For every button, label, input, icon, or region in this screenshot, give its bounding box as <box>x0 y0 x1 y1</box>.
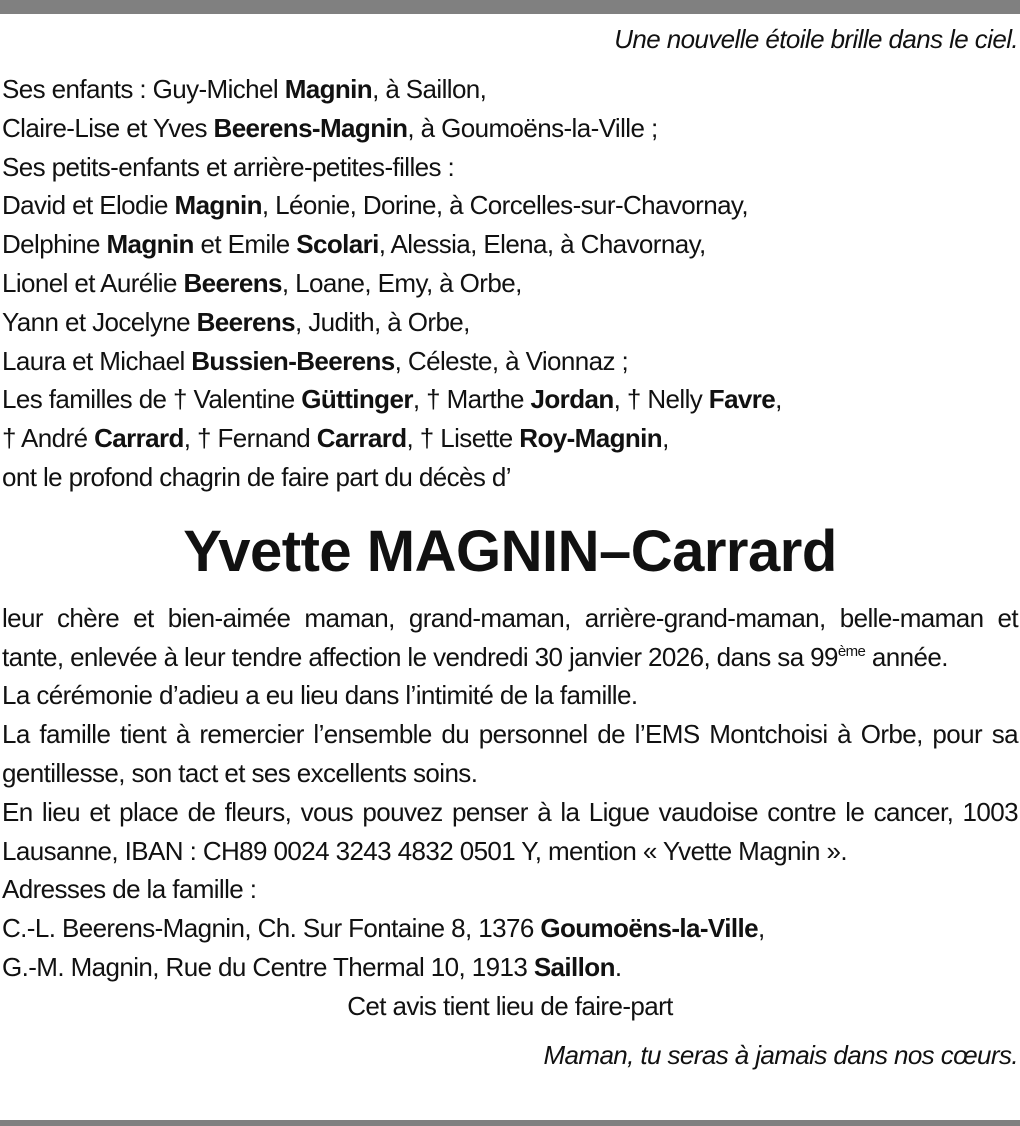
closing-quote: Maman, tu seras à jamais dans nos cœurs. <box>543 1039 1018 1070</box>
family-line-9: Les familles de † Valentine Güttinger, † Marthe Jordan, † Nelly Favre, <box>2 384 782 415</box>
family-list <box>2 70 1018 497</box>
announcement-paragraph: leur chère et bien-aimée maman, grand-maman, arrière-grand-maman, belle-maman et tante, enlevée à leur tendre affection le vendredi 30 janvier 2026, dans sa 99ème année. <box>2 602 1018 672</box>
family-line-2: Claire-Lise et Yves Beerens-Magnin, à Goumoëns-la-Ville ; <box>2 112 658 143</box>
family-line-6: Lionel et Aurélie Beerens, Loane, Emy, à Orbe, <box>2 267 522 298</box>
addresses-title: Adresses de la famille : <box>2 874 257 905</box>
notice-line: Cet avis tient lieu de faire-part <box>347 990 673 1021</box>
obituary-notice <box>2 20 1018 1074</box>
family-line-8: Laura et Michael Bussien-Beerens, Céleste, à Vionnaz ; <box>2 345 629 376</box>
address-line-1: C.-L. Beerens-Magnin, Ch. Sur Fontaine 8, 1376 Goumoëns-la-Ville, <box>2 913 765 944</box>
deceased-name: Yvette MAGNIN–Carrard <box>183 518 837 584</box>
opening-quote: Une nouvelle étoile brille dans le ciel. <box>614 24 1018 54</box>
ceremony-paragraph: La cérémonie d’adieu a eu lieu dans l’intimité de la famille. <box>2 680 638 711</box>
family-line-11: ont le profond chagrin de faire part du décès d’ <box>2 461 511 492</box>
family-line-7: Yann et Jocelyne Beerens, Judith, à Orbe, <box>2 306 470 337</box>
bottom-rule <box>0 1120 1020 1126</box>
family-line-4: David et Elodie Magnin, Léonie, Dorine, à Corcelles-sur-Chavornay, <box>2 190 749 221</box>
family-line-10: † André Carrard, † Fernand Carrard, † Lisette Roy-Magnin, <box>2 423 669 454</box>
top-rule <box>0 0 1020 14</box>
address-line-2: G.-M. Magnin, Rue du Centre Thermal 10, 1913 Saillon. <box>2 951 622 982</box>
family-line-5: Delphine Magnin et Emile Scolari, Alessia, Elena, à Chavornay, <box>2 229 706 260</box>
thanks-paragraph: La famille tient à remercier l’ensemble du personnel de l’EMS Montchoisi à Orbe, pour sa gentillesse, son tact et ses excellents soins. <box>2 719 1018 788</box>
donation-paragraph: En lieu et place de fleurs, vous pouvez penser à la Ligue vaudoise contre le cancer, 1003 Lausanne, IBAN : CH89 0024 3243 4832 0501 Y, mention « Yvette Magnin ». <box>2 796 1018 866</box>
family-line-1: Ses enfants : Guy-Michel Magnin, à Saillon, <box>2 74 487 104</box>
family-line-3: Ses petits-enfants et arrière-petites-filles : <box>2 151 455 182</box>
